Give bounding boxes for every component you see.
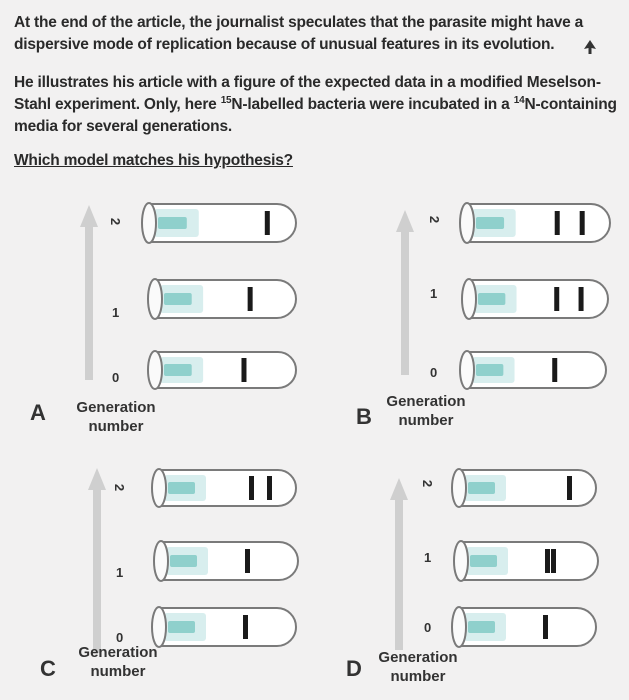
tube	[140, 200, 300, 246]
tube-cap	[468, 482, 495, 494]
tube-cap	[158, 217, 187, 229]
axis-label: Generation number	[78, 644, 158, 680]
gen-0-label: 0	[430, 365, 438, 380]
axis-label: Generation number	[386, 393, 466, 429]
dna-band	[580, 211, 585, 235]
dna-band	[265, 211, 270, 235]
tube-rim	[142, 203, 156, 243]
tube-rim	[462, 279, 476, 319]
arrow-icon	[390, 478, 408, 650]
model-label: D	[346, 656, 362, 681]
dna-band	[567, 476, 572, 500]
tube-rim	[148, 279, 162, 319]
dna-band	[554, 287, 559, 311]
tube-cap	[478, 293, 505, 305]
tube-rim	[452, 607, 466, 647]
intro-paragraph: At the end of the article, the journalist speculates that the parasite might have a dispersive mode of replication because of unusual features in its evolution.	[14, 14, 584, 53]
dna-band	[249, 476, 254, 500]
model-label: B	[356, 404, 372, 429]
tube	[150, 604, 300, 650]
tube	[146, 348, 300, 392]
arrow-icon	[396, 210, 414, 375]
tube-rim	[154, 541, 168, 581]
tube-cap	[168, 621, 195, 633]
tube-cap	[476, 217, 504, 229]
model-label: C	[40, 656, 56, 681]
experiment-paragraph: He illustrates his article with a figure of the expected data in a modified Meselson-Stahl experiment. Only, here $^{15}$N-labelled bacteria were incubated in a $^{14}$N-containing media for several generations.	[14, 74, 617, 135]
tube-rim	[452, 469, 466, 507]
question-text: Which model matches his hypothesis?	[14, 152, 293, 169]
dna-band	[551, 549, 556, 573]
tube-cap	[164, 293, 192, 305]
arrow-icon	[88, 468, 106, 653]
dna-band	[243, 615, 248, 639]
gen-1-label: 1	[430, 286, 438, 301]
arrow-icon	[80, 205, 98, 380]
tube	[152, 538, 302, 584]
gen-0-label: 0	[116, 630, 124, 645]
gen-0-label: 0	[112, 370, 120, 385]
tube-cap	[168, 482, 195, 494]
dna-band	[248, 287, 253, 311]
tube-cap	[470, 555, 497, 567]
model-label: A	[30, 400, 46, 425]
dna-band	[245, 549, 250, 573]
tube	[450, 466, 600, 510]
tube-cap	[468, 621, 495, 633]
gen-2-label: 2	[108, 217, 124, 226]
tube	[150, 466, 300, 510]
gen-1-label: 1	[424, 550, 432, 565]
gen-2-label: 2	[427, 215, 443, 224]
dna-band	[267, 476, 272, 500]
tube-rim	[152, 607, 166, 647]
gen-1-label: 1	[112, 305, 120, 320]
gen-2-label: 2	[420, 479, 436, 488]
tube-rim	[454, 541, 468, 581]
dna-band	[579, 287, 584, 311]
tube-rim	[460, 351, 474, 389]
axis-label: Generation number	[76, 399, 156, 435]
dna-band	[545, 549, 550, 573]
gen-1-label: 1	[116, 565, 124, 580]
tube	[452, 538, 602, 584]
tube-cap	[164, 364, 192, 376]
tube	[146, 276, 300, 322]
tube-rim	[460, 203, 474, 243]
tube-rim	[148, 351, 162, 389]
dna-band	[552, 358, 557, 382]
tube	[460, 276, 612, 322]
tube	[450, 604, 600, 650]
dna-band	[543, 615, 548, 639]
tube-cap	[476, 364, 503, 376]
tube	[458, 348, 610, 392]
mouse-cursor-icon	[584, 40, 596, 54]
tube-rim	[152, 469, 166, 507]
dna-band	[241, 358, 246, 382]
axis-label: Generation number	[378, 649, 458, 685]
dna-band	[555, 211, 560, 235]
gen-0-label: 0	[424, 620, 432, 635]
gen-2-label: 2	[112, 483, 128, 492]
tube-cap	[170, 555, 197, 567]
tube	[458, 200, 614, 246]
